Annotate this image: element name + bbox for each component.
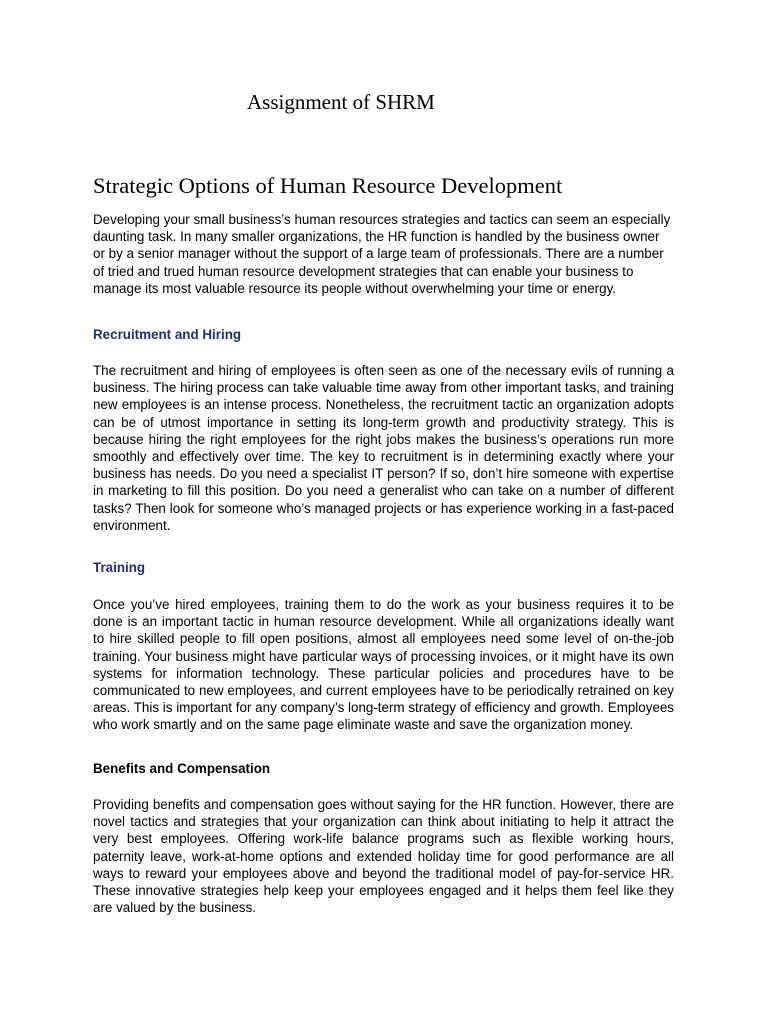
document-title: Assignment of SHRM bbox=[247, 90, 435, 114]
heading-benefits-and-compensation: Benefits and Compensation bbox=[93, 761, 271, 776]
paragraph-benefits-and-compensation: Providing benefits and compensation goes without saying for the HR function. However, there are novel tactics and strategies that your organization can think about initiating to help it attract the very best employees. Offering work-life balance programs such as flexible working hours, paternity leave, work-at-home options and extended holiday time for good performance are all ways to reward your employees above and beyond the traditional model of pay-for-service HR. These innovative strategies help keep your employees engaged and it helps them feel like they are valued by the business. bbox=[93, 797, 674, 916]
intro-paragraph: Developing your small business’s human resources strategies and tactics can seem an especially daunting task. In many smaller organizations, the HR function is handled by the business owner or by a senior manager without the support of a large team of professionals. There are a number of tried and trued human resource development strategies that can enable your business to manage its most valuable resource its people without overwhelming your time or energy. bbox=[93, 212, 671, 296]
section-title: Strategic Options of Human Resource Development bbox=[93, 173, 563, 198]
heading-recruitment-and-hiring: Recruitment and Hiring bbox=[93, 327, 242, 342]
paragraph-training: Once you’ve hired employees, training them to do the work as your business requires it to be done is an important tactic in human resource development. While all organizations ideally want to hire skilled people to fill open positions, almost all employees need some level of on-the-job training. Your business might have particular ways of processing invoices, or it might have its own systems for information technology. These particular policies and procedures have to be communicated to new employees, and current employees have to be periodically retrained on key areas. This is important for any company’s long-term strategy of efficiency and growth. Employees who work smartly and on the same page eliminate waste and save the organization money. bbox=[93, 597, 674, 733]
heading-training: Training bbox=[93, 560, 146, 575]
paragraph-recruitment-and-hiring: The recruitment and hiring of employees is often seen as one of the necessary evils of running a business. The hiring process can take valuable time away from other important tasks, and training new employees is an intense process. Nonetheless, the recruitment tactic an organization adopts can be of utmost importance in setting its long-term growth and productivity strategy. This is because hiring the right employees for the right jobs makes the business’s operations run more smoothly and effectively over time. The key to recruitment is in determining exactly where your business has needs. Do you need a specialist IT person? If so, don’t hire someone with expertise in marketing to fill this position. Do you need a generalist who can take on a number of different tasks? Then look for someone who’s managed projects or has experience working in a fast-paced environment. bbox=[93, 363, 674, 533]
